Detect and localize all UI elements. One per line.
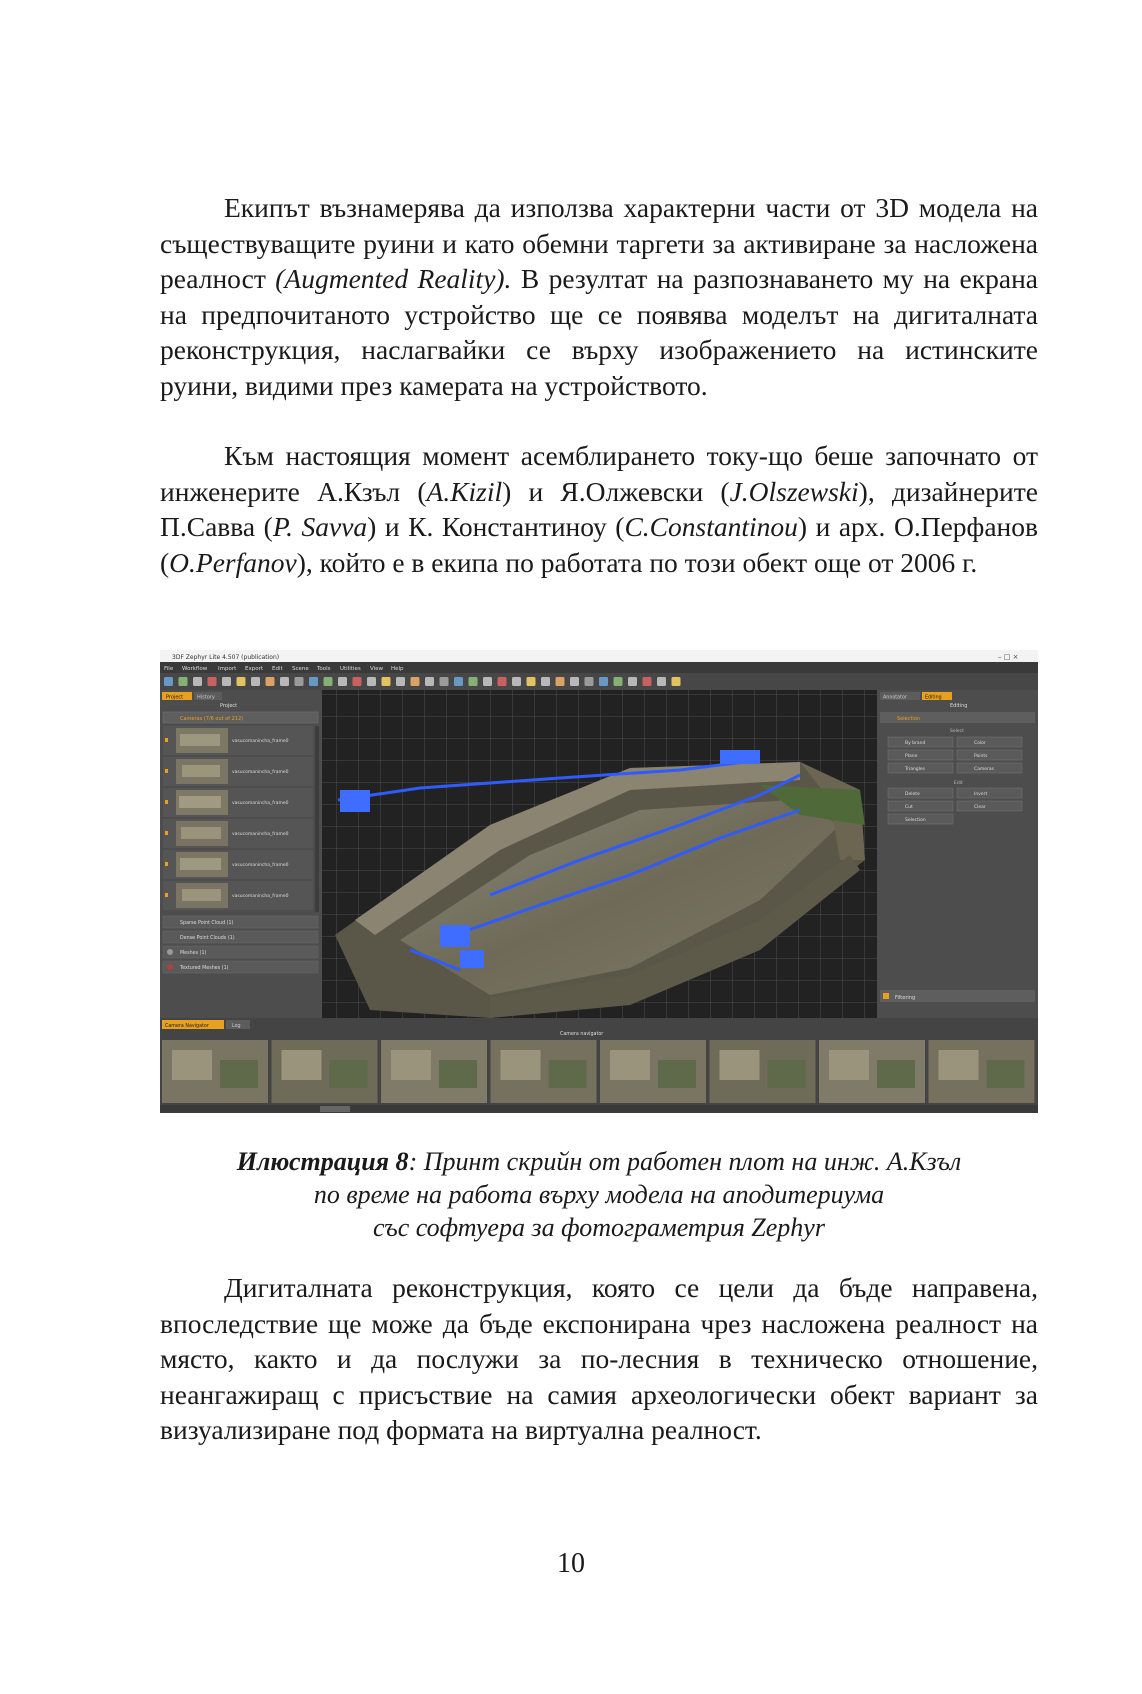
edit-cut-button[interactable] <box>888 801 953 811</box>
toolbar-button-icon[interactable] <box>295 677 304 686</box>
svg-text:Cameras: Cameras <box>974 767 995 772</box>
toolbar-button-icon[interactable] <box>324 677 333 686</box>
menu-scene[interactable]: Scene <box>292 666 309 672</box>
svg-text:Editing: Editing <box>925 695 942 701</box>
select-points-button[interactable] <box>957 750 1022 760</box>
edit-header: Edit <box>954 781 963 786</box>
name-perfanov: O.Perfanov <box>169 546 297 578</box>
select-header: Select <box>950 729 964 734</box>
menu-workflow[interactable]: Workflow <box>182 666 208 672</box>
camera-item[interactable] <box>163 881 313 910</box>
svg-text:vasucomanincha_frame0: vasucomanincha_frame0 <box>232 832 289 837</box>
p2-text-2: ) и Я.Олжевски ( <box>502 475 730 507</box>
paragraph-3-text: Дигиталната реконструкция, която се цели да бъде направена, впоследствие ще може да бъде експонирана чрез насложена реалност на място, както и да послужи за по-лесния в техническо отношение, неангажиращ с присъствие на самия археологически обект вариант за визуализиране под формата на виртуална реалност. <box>160 1272 1038 1446</box>
svg-text:Plane: Plane <box>905 754 918 759</box>
svg-text:Selection: Selection <box>905 818 926 823</box>
augmented-reality-term: (Augmented Reality). <box>275 263 512 295</box>
caption-line-3: със софтуера за фотограметрия Zephyr <box>373 1213 825 1242</box>
toolbar-button-icon[interactable] <box>382 677 391 686</box>
tab-project-label: Project <box>166 694 184 701</box>
toolbar-button-icon[interactable] <box>643 677 652 686</box>
toolbar-button-icon[interactable] <box>440 677 449 686</box>
menu-file[interactable]: File <box>164 666 174 672</box>
window-controls-icon[interactable]: – □ × <box>998 653 1019 661</box>
edit-delete-button[interactable] <box>888 788 953 798</box>
camera-thumbnail[interactable] <box>162 1040 268 1103</box>
caption-line-2: по време на работа върху модела на аподитериума <box>313 1180 885 1209</box>
p2-text-5: ) и арх. О.Перфанов ( <box>160 511 1039 578</box>
camera-item[interactable] <box>163 726 313 755</box>
toolbar-button-icon[interactable] <box>222 677 231 686</box>
cameras-label: Cameras (7/6 out of 212) <box>180 716 244 722</box>
caption-label: Илюстрация 8 <box>236 1147 409 1176</box>
camera-thumbnail[interactable] <box>272 1040 378 1103</box>
svg-text:Sparse Point Cloud (1): Sparse Point Cloud (1) <box>180 921 234 926</box>
toolbar-button-icon[interactable] <box>396 677 405 686</box>
camera-item[interactable] <box>163 788 313 817</box>
select-plane-button[interactable] <box>888 750 953 760</box>
camera-item[interactable] <box>163 819 313 848</box>
svg-text:Selection: Selection <box>897 716 921 722</box>
mesh-icon <box>167 949 173 955</box>
menu-export[interactable]: Export <box>245 666 264 672</box>
svg-text:Cut: Cut <box>905 805 913 810</box>
p2-text-6: ), който е в екипа по работата по този обект още от 2006 г. <box>296 546 978 578</box>
toolbar-button-icon[interactable] <box>208 677 217 686</box>
toolbar-button-icon[interactable] <box>179 677 188 686</box>
toolbar-button-icon[interactable] <box>454 677 463 686</box>
svg-text:vasucomanincha_frame0: vasucomanincha_frame0 <box>232 739 289 744</box>
svg-text:vasucomanincha_frame0: vasucomanincha_frame0 <box>232 894 289 899</box>
svg-text:Clear: Clear <box>974 805 986 810</box>
camera-thumbnail[interactable] <box>929 1040 1035 1103</box>
thumbnail-scrollbar[interactable] <box>160 1105 1038 1113</box>
toolbar-button-icon[interactable] <box>614 677 623 686</box>
menu-help[interactable]: Help <box>391 666 404 672</box>
camera-thumbnail[interactable] <box>710 1040 816 1103</box>
caption-line-1: : Принт скрийн от работен плот на инж. А.Кзъл <box>408 1147 962 1176</box>
paragraph-3 <box>160 1270 1038 1448</box>
svg-text:Invert: Invert <box>974 792 988 797</box>
page-number: 10 <box>557 1548 585 1579</box>
toolbar-button-icon[interactable] <box>411 677 420 686</box>
svg-text:Points: Points <box>974 754 988 759</box>
p2-text-3: ), дизайнерите П.Савва ( <box>160 475 1038 543</box>
toolbar-button-icon[interactable] <box>657 677 666 686</box>
project-header: Project <box>220 703 238 709</box>
svg-text:Log: Log <box>232 1024 241 1029</box>
paragraph-1-text-a: Екипът възнамерява да използва характерни части от 3D модела на съществуващите руини и като обемни таргети за активиране за насложена реалност <box>160 192 1038 295</box>
toolbar-button-icon[interactable] <box>280 677 289 686</box>
svg-text:Dense Point Clouds (1): Dense Point Clouds (1) <box>180 936 235 941</box>
svg-text:vasucomanincha_frame0: vasucomanincha_frame0 <box>232 770 289 775</box>
textured-mesh-icon <box>167 964 173 970</box>
menu-import[interactable]: Import <box>218 666 237 672</box>
toolbar-button-icon[interactable] <box>164 677 173 686</box>
toolbar-button-icon[interactable] <box>556 677 565 686</box>
svg-text:By brand: By brand <box>905 741 926 746</box>
toolbar-button-icon[interactable] <box>512 677 521 686</box>
toolbar-button-icon[interactable] <box>483 677 492 686</box>
paragraph-2 <box>160 438 1038 580</box>
toolbar-button-icon[interactable] <box>367 677 376 686</box>
paragraph-1 <box>160 190 1038 404</box>
svg-text:Filtering: Filtering <box>895 995 916 1001</box>
toolbar-button-icon[interactable] <box>237 677 246 686</box>
toolbar-button-icon[interactable] <box>338 677 347 686</box>
zephyr-screenshot <box>160 650 1038 1113</box>
toolbar-button-icon[interactable] <box>309 677 318 686</box>
window-title-bar <box>160 650 1038 662</box>
toolbar-button-icon[interactable] <box>672 677 681 686</box>
toolbar-button-icon[interactable] <box>498 677 507 686</box>
svg-text:Annotator: Annotator <box>883 695 907 701</box>
camera-thumbnail[interactable] <box>600 1040 706 1103</box>
svg-text:Color: Color <box>974 741 986 746</box>
edit-clear-button[interactable] <box>957 801 1022 811</box>
svg-text:Delete: Delete <box>905 792 920 797</box>
toolbar-button-icon[interactable] <box>353 677 362 686</box>
toolbar-button-icon[interactable] <box>425 677 434 686</box>
toolbar-button-icon[interactable] <box>469 677 478 686</box>
toolbar-button-icon[interactable] <box>585 677 594 686</box>
tab-history-label: History <box>197 694 215 701</box>
camera-navigator-header: Camera navigator <box>560 1032 604 1037</box>
menu-tools[interactable]: Tools <box>317 666 331 672</box>
toolbar-button-icon[interactable] <box>251 677 260 686</box>
3d-viewport[interactable] <box>322 690 877 1018</box>
svg-text:Camera Navigator: Camera Navigator <box>165 1024 209 1029</box>
toolbar-button-icon[interactable] <box>628 677 637 686</box>
toolbar-button-icon[interactable] <box>570 677 579 686</box>
svg-text:Meshes (1): Meshes (1) <box>180 951 207 956</box>
menu-view[interactable]: View <box>370 666 384 672</box>
camera-thumbnail[interactable] <box>491 1040 597 1103</box>
edit-invert-button[interactable] <box>957 788 1022 798</box>
p2-text-1: Към настоящия момент асемблирането току-що беше започнато от инженерите А.Кзъл ( <box>160 440 1038 507</box>
select-color-button[interactable] <box>957 737 1022 747</box>
figure-caption <box>160 1145 1038 1244</box>
filtering-icon <box>883 993 889 999</box>
camera-thumbnail[interactable] <box>819 1040 925 1103</box>
paragraph-1-text-b: В резултат на разпознаването му на екрана на предпочитаното устройство ще се появява моделът на дигиталната реконструкция, наслагвайки се върху изображението на истинските руини, видими през камерата на устройството. <box>160 263 1038 401</box>
editing-header: Editing <box>950 703 968 709</box>
camera-list-scrollbar[interactable] <box>315 726 319 912</box>
toolbar-button-icon[interactable] <box>193 677 202 686</box>
camera-thumbnail[interactable] <box>381 1040 487 1103</box>
toolbar-button-icon[interactable] <box>527 677 536 686</box>
menu-edit[interactable]: Edit <box>272 666 283 672</box>
name-savva: P. Savva <box>272 511 368 543</box>
camera-item[interactable] <box>163 850 313 879</box>
name-kizil: A.Kizil <box>426 475 503 507</box>
camera-item[interactable] <box>163 757 313 786</box>
toolbar-button-icon[interactable] <box>266 677 275 686</box>
svg-text:vasucomanincha_frame0: vasucomanincha_frame0 <box>232 801 289 806</box>
zephyr-screenshot-figure <box>160 650 1038 1113</box>
svg-text:Textured Meshes (1): Textured Meshes (1) <box>180 966 229 971</box>
toolbar-button-icon[interactable] <box>541 677 550 686</box>
thumbnail-scroll-handle[interactable] <box>320 1106 350 1112</box>
p2-text-4: ) и К. Константиноу ( <box>367 511 625 543</box>
name-constantinou: C.Constantinou <box>624 511 798 543</box>
menu-utilities[interactable]: Utilities <box>340 666 361 672</box>
svg-text:Triangles: Triangles <box>905 767 926 772</box>
svg-text:vasucomanincha_frame0: vasucomanincha_frame0 <box>232 863 289 868</box>
window-title: 3DF Zephyr Lite 4.507 (publication) <box>172 654 280 661</box>
name-olszewski: J.Olszewski <box>729 475 859 507</box>
toolbar-button-icon[interactable] <box>599 677 608 686</box>
